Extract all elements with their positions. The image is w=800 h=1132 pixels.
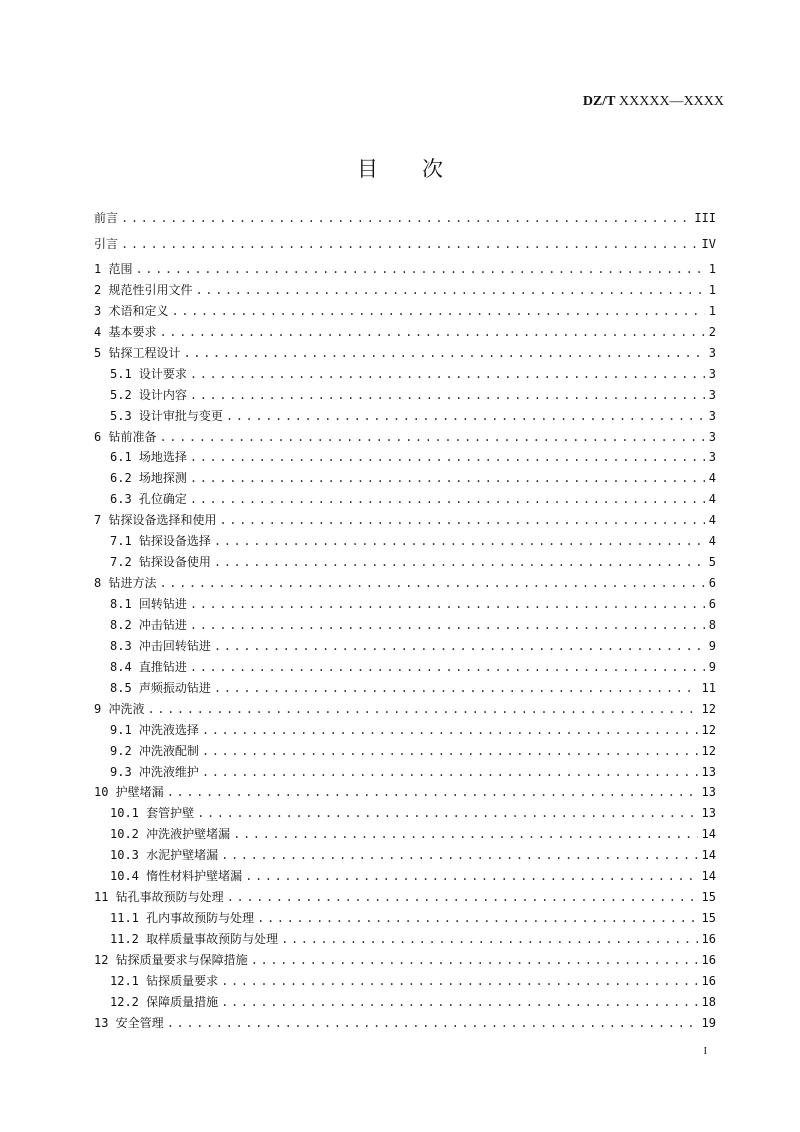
- toc-entry-page: 13: [701, 764, 716, 779]
- dot-leader: [202, 741, 698, 762]
- toc-entry[interactable]: [94, 762, 716, 783]
- dot-leader: [227, 887, 698, 908]
- toc-entry[interactable]: [94, 720, 716, 741]
- title-char: 次: [422, 157, 443, 181]
- toc-entry-page: 1: [708, 262, 716, 276]
- toc-entry-page: 14: [701, 827, 716, 842]
- toc-entries: [94, 259, 716, 1034]
- toc-entry-label: 12.2 保障质量措施: [110, 994, 219, 1009]
- toc-entry-label: 9.2 冲洗液配制: [110, 743, 199, 758]
- toc-entry-page: 4: [708, 513, 716, 528]
- code-prefix: DZ/T: [582, 94, 616, 109]
- toc-entry[interactable]: [94, 803, 716, 824]
- dot-leader: [183, 343, 704, 364]
- toc-entry-page: 1: [708, 282, 716, 297]
- toc-entry-label: 3 术语和定义: [94, 303, 169, 318]
- title-char: 目: [357, 157, 378, 181]
- dot-leader: [214, 678, 698, 699]
- toc-entry-page: 18: [701, 994, 716, 1009]
- dot-leader: [190, 489, 705, 510]
- dot-leader: [147, 699, 697, 720]
- toc-entry-page: 9: [708, 659, 716, 674]
- toc-entry-label: 8.1 回转钻进: [110, 597, 187, 611]
- toc-entry[interactable]: [94, 552, 716, 573]
- toc-entry-label: 12 钻探质量要求与保障措施: [94, 952, 248, 967]
- toc-entry[interactable]: [94, 231, 716, 257]
- dot-leader: [214, 531, 705, 552]
- toc-entry-label: 9.1 冲洗液选择: [110, 722, 199, 737]
- toc-entry[interactable]: [94, 866, 716, 887]
- code-number: XXXXX—XXXX: [615, 94, 724, 109]
- toc-entry[interactable]: [94, 699, 716, 720]
- toc-entry-page: 12: [701, 743, 716, 758]
- toc-entry[interactable]: [94, 615, 716, 636]
- toc-entry-page: 3: [708, 429, 716, 444]
- toc-entry-page: 12: [701, 722, 716, 737]
- dot-leader: [190, 594, 705, 615]
- dot-leader: [281, 929, 697, 950]
- toc-entry-page: 16: [701, 973, 716, 988]
- toc-entry-page: 3: [708, 408, 716, 423]
- toc-entry-label: 11.1 孔内事故预防与处理: [110, 911, 255, 926]
- toc-entry-page: 4: [708, 492, 716, 507]
- toc-entry[interactable]: [94, 741, 716, 762]
- toc-entry-label: 10 护壁堵漏: [94, 785, 164, 800]
- toc-entry[interactable]: [94, 824, 716, 845]
- toc-entry[interactable]: [94, 468, 716, 489]
- dot-leader: [221, 845, 697, 866]
- toc-entry[interactable]: [94, 657, 716, 678]
- dot-leader: [171, 301, 704, 322]
- dot-leader: [214, 636, 705, 657]
- toc-entry-label: 13 安全管理: [94, 1015, 164, 1030]
- dot-leader: [233, 824, 697, 845]
- toc-entry-label: 8 钻进方法: [94, 576, 157, 591]
- toc-entry-page: 3: [708, 387, 716, 402]
- toc-entry-label: 11.2 取样质量事故预防与处理: [110, 932, 279, 946]
- toc-entry-page: 3: [708, 366, 716, 381]
- toc-entry-page: 5: [708, 555, 716, 570]
- dot-leader: [190, 385, 705, 406]
- toc-entry-page: III: [694, 211, 716, 225]
- toc-entry-page: 14: [701, 869, 716, 884]
- toc-entry[interactable]: [94, 782, 716, 803]
- toc-entry[interactable]: [94, 573, 716, 594]
- toc-entry[interactable]: [94, 343, 716, 364]
- toc-entry-page: 3: [708, 345, 716, 360]
- toc-entry-label: 4 基本要求: [94, 324, 157, 339]
- dot-leader: [167, 1013, 698, 1034]
- dot-leader: [190, 468, 705, 489]
- dot-leader: [257, 908, 697, 929]
- toc-entry-label: 9 冲洗液: [94, 701, 145, 716]
- toc-entry-page: 13: [701, 806, 716, 821]
- toc-entry[interactable]: [94, 929, 716, 950]
- toc-entry[interactable]: [94, 594, 716, 615]
- toc-entry-page: 6: [708, 597, 716, 611]
- dot-leader: [202, 720, 698, 741]
- toc-entry-label: 9.3 冲洗液维护: [110, 764, 199, 779]
- dot-leader: [221, 971, 697, 992]
- toc-entry-page: 1: [708, 303, 716, 318]
- dot-leader: [159, 427, 704, 448]
- dot-leader: [214, 552, 705, 573]
- toc-entry-page: 19: [701, 1015, 716, 1030]
- toc-entry-label: 6.3 孔位确定: [110, 492, 187, 507]
- toc-entry-label: 6 钻前准备: [94, 429, 157, 444]
- toc-entry-label: 10.3 水泥护壁堵漏: [110, 848, 219, 863]
- toc-entry-label: 8.4 直推钻进: [110, 659, 187, 674]
- dot-leader: [121, 205, 690, 231]
- dot-leader: [159, 573, 704, 594]
- toc-entry-page: 4: [708, 471, 716, 486]
- toc-entry[interactable]: [94, 427, 716, 448]
- toc-entry[interactable]: [94, 259, 716, 280]
- dot-leader: [190, 364, 705, 385]
- toc-entry[interactable]: [94, 385, 716, 406]
- dot-leader: [135, 259, 704, 280]
- toc-entry-label: 7 钻探设备选择和使用: [94, 513, 217, 528]
- dot-leader: [121, 231, 698, 257]
- toc-entry-label: 7.1 钻探设备选择: [110, 534, 211, 549]
- dot-leader: [190, 657, 705, 678]
- toc-entry-page: 16: [701, 932, 716, 946]
- dot-leader: [197, 803, 697, 824]
- toc-entry-page: 2: [708, 324, 716, 339]
- dot-leader: [251, 950, 698, 971]
- toc-entry-label: 10.1 套管护壁: [110, 806, 195, 821]
- toc-entry-label: 12.1 钻探质量要求: [110, 973, 219, 988]
- toc-entry-label: 1 范围: [94, 262, 133, 276]
- toc-entry-label: 11 钻孔事故预防与处理: [94, 890, 224, 905]
- toc-entry-page: 8: [708, 617, 716, 632]
- dot-leader: [226, 406, 705, 427]
- toc-entry-page: 15: [701, 911, 716, 926]
- dot-leader: [202, 762, 698, 783]
- toc-entry-page: 11: [701, 680, 716, 695]
- page-title: [0, 153, 800, 183]
- toc-entry-label: 7.2 钻探设备使用: [110, 555, 211, 570]
- toc-entry-page: 14: [701, 848, 716, 863]
- dot-leader: [221, 992, 697, 1013]
- toc-front-matter: [94, 205, 716, 257]
- dot-leader: [219, 510, 704, 531]
- toc-entry-label: 8.3 冲击回转钻进: [110, 638, 211, 653]
- toc-entry[interactable]: [94, 971, 716, 992]
- document-code: [583, 94, 724, 110]
- toc-entry[interactable]: [94, 992, 716, 1013]
- dot-leader: [190, 447, 705, 468]
- toc-entry[interactable]: [94, 406, 716, 427]
- toc-entry-label: 5.2 设计内容: [110, 387, 187, 402]
- toc-entry-label: 8.5 声频振动钻进: [110, 680, 211, 695]
- dot-leader: [190, 615, 705, 636]
- toc-entry-label: 8.2 冲击钻进: [110, 617, 187, 632]
- page-number: I: [703, 1046, 707, 1057]
- toc-entry-label: 10.4 惰性材料护壁堵漏: [110, 869, 243, 884]
- dot-leader: [159, 322, 704, 343]
- toc-entry-label: 5.1 设计要求: [110, 366, 187, 381]
- toc-entry[interactable]: [94, 205, 716, 231]
- toc-entry-label: 前言: [94, 211, 119, 225]
- toc-entry[interactable]: [94, 908, 716, 929]
- toc-entry[interactable]: [94, 678, 716, 699]
- toc-entry[interactable]: [94, 489, 716, 510]
- dot-leader: [195, 280, 704, 301]
- toc-entry-label: 6.2 场地探测: [110, 471, 187, 486]
- toc-entry-page: 4: [708, 534, 716, 549]
- toc-entry-label: 10.2 冲洗液护壁堵漏: [110, 827, 231, 842]
- toc-entry[interactable]: [94, 364, 716, 385]
- toc-entry-page: 13: [701, 785, 716, 800]
- toc-entry[interactable]: [94, 447, 716, 468]
- toc-entry-page: 15: [701, 890, 716, 905]
- dot-leader: [167, 782, 698, 803]
- toc-entry[interactable]: [94, 887, 716, 908]
- toc-entry-label: 5.3 设计审批与变更: [110, 408, 223, 423]
- toc-entry-page: IV: [701, 237, 716, 251]
- toc-entry-page: 3: [708, 450, 716, 465]
- toc-entry[interactable]: [94, 636, 716, 657]
- toc-entry-page: 6: [708, 576, 716, 591]
- toc-entry-label: 引言: [94, 237, 119, 251]
- toc-entry[interactable]: [94, 950, 716, 971]
- toc-entry-label: 5 钻探工程设计: [94, 345, 181, 360]
- toc-entry-page: 12: [701, 701, 716, 716]
- dot-leader: [245, 866, 697, 887]
- toc-entry[interactable]: [94, 301, 716, 322]
- toc-entry[interactable]: [94, 510, 716, 531]
- toc-entry[interactable]: [94, 531, 716, 552]
- toc-entry[interactable]: [94, 280, 716, 301]
- toc-entry-label: 6.1 场地选择: [110, 450, 187, 465]
- toc-entry[interactable]: [94, 322, 716, 343]
- toc-entry-label: 2 规范性引用文件: [94, 282, 193, 297]
- toc-entry-page: 9: [708, 638, 716, 653]
- toc-entry[interactable]: [94, 1013, 716, 1034]
- toc-entry[interactable]: [94, 845, 716, 866]
- toc-entry-page: 16: [701, 952, 716, 967]
